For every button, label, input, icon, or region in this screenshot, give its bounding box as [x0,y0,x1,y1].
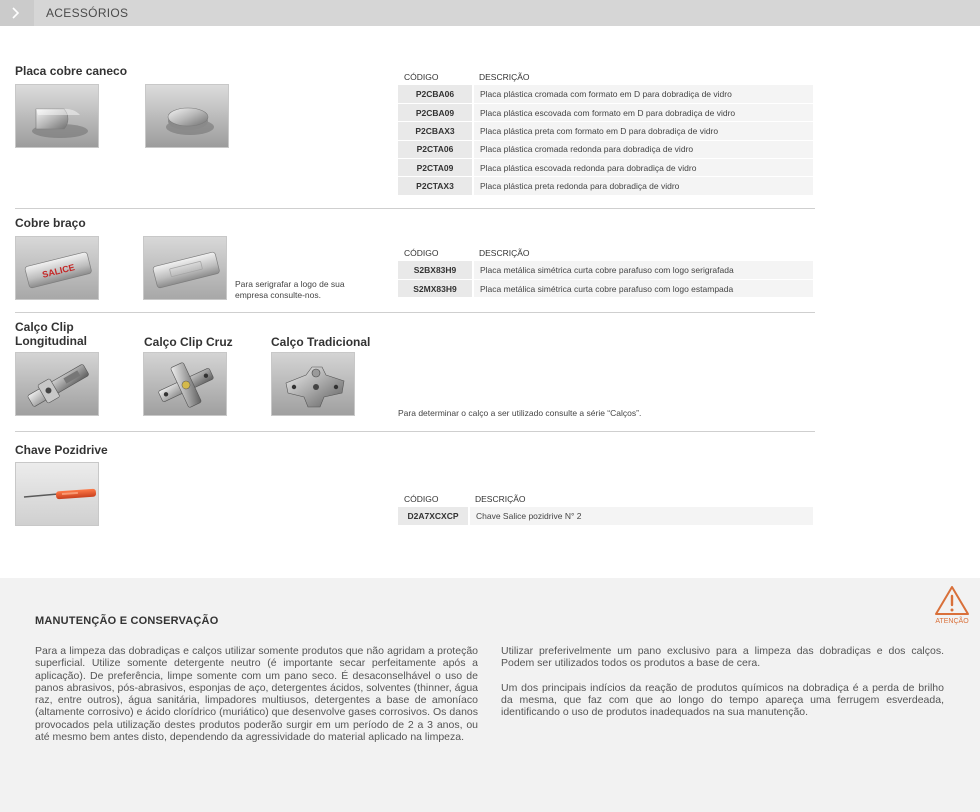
product-description: Placa metálica simétrica curta cobre parafuso com logo estampada [473,279,813,297]
product-code: P2CTA09 [398,159,473,177]
product-image-braco-serigrafada [15,236,99,300]
maintenance-paragraph: Um dos principais indícios da reação de produtos químicos na dobradiça é a perda de brilho da mesma, que faz com que ao longo do tempo apareça uma ferrugem esverdeada, identificando o uso de produtos inadequados na sua manutenção. [501,681,944,719]
salice-logo-text: SALICE [41,262,76,280]
chevron-right-icon [11,7,21,19]
product-description: Placa plástica escovada redonda para dobradiça de vidro [473,159,813,177]
product-image-chave [15,462,99,526]
column-header-codigo: CÓDIGO [404,248,439,258]
product-code: P2CBAX3 [398,122,473,140]
section-title-placa: Placa cobre caneco [15,64,128,78]
table-row [398,159,813,177]
table-row [398,85,813,103]
page-title: ACESSÓRIOS [46,6,129,20]
attention-label: ATENÇÃO [935,618,969,625]
section-header [0,0,980,26]
maintenance-right-column [501,645,944,718]
table-row [398,140,813,158]
section-divider [15,208,815,209]
table-row [398,279,813,297]
column-header-descricao: DESCRIÇÃO [475,494,526,504]
table-row [398,103,813,121]
section-title-calco-tradicional: Calço Tradicional [271,335,371,349]
product-description: Placa plástica preta com formato em D para dobradiça de vidro [473,122,813,140]
attention-badge [926,582,978,628]
product-image-placa-d [15,84,99,148]
maintenance-left-column [35,645,478,743]
calco-note: Para determinar o calço a ser utilizado consulte a série “Calços”. [398,408,642,418]
section-title-chave: Chave Pozidrive [15,443,108,457]
product-image-calco-longitudinal [15,352,99,416]
product-description: Placa plástica escovada com formato em D para dobradiça de vidro [473,103,813,121]
section-title-calco-longitudinal: Calço Clip Longitudinal [15,320,87,348]
column-header-codigo: CÓDIGO [404,72,439,82]
product-table-braco [398,245,813,298]
product-description: Placa plástica cromada redonda para dobradiça de vidro [473,140,813,158]
product-image-placa-round [145,84,229,148]
expand-toggle[interactable] [0,0,34,26]
product-description: Placa plástica cromada com formato em D para dobradiça de vidro [473,85,813,103]
product-code: D2A7XCXCP [398,507,469,525]
product-image-calco-cruz [143,352,227,416]
product-code: P2CBA06 [398,85,473,103]
product-code: S2BX83H9 [398,261,473,279]
product-code: P2CBA09 [398,103,473,121]
table-row [398,261,813,279]
maintenance-paragraph: Utilizar preferivelmente um pano exclusivo para a limpeza das dobradiças e dos calços. Podem ser utilizados todos os produtos a base de cera. [501,645,944,670]
product-table-placa [398,69,813,196]
maintenance-panel [0,578,980,812]
section-divider [15,431,815,432]
product-image-calco-tradicional [271,352,355,416]
section-title-calco-cruz: Calço Clip Cruz [144,335,233,349]
product-image-braco-estampada [143,236,227,300]
product-description: Chave Salice pozidrive N° 2 [469,507,813,525]
column-header-descricao: DESCRIÇÃO [479,248,530,258]
product-code: S2MX83H9 [398,279,473,297]
product-code: P2CTAX3 [398,177,473,195]
table-row [398,507,813,525]
product-table-chave [398,491,813,526]
table-row [398,177,813,195]
column-header-codigo: CÓDIGO [404,494,439,504]
product-code: P2CTA06 [398,140,473,158]
section-divider [15,312,815,313]
table-row [398,122,813,140]
warning-icon [926,582,978,618]
serigraphy-note: Para serigrafar a logo de sua empresa consulte-nos. [235,279,345,300]
column-header-descricao: DESCRIÇÃO [479,72,530,82]
maintenance-paragraph: Para a limpeza das dobradiças e calços utilizar somente produtos que não agridam a proteção superficial. Utilize somente detergente neutro (é importante secar perfeitamente após a aplicação). De preferência, limpe somente com um pano seco. É desaconselhável o uso de panos abrasivos, pós-abrasivos, esponjas de aço, detergentes ácidos, solventes (thinner, água raz, entre outros), água sanitária, limpadores multiusos, detergentes a base de amoníaco (altamente corrosivo) e ácido clorídrico (muriático) que desenvolve gases corrosivos. Os danos provocados pela utilização destes produtos poderão surgir em um período de 2 a 3 anos, ou até mesmo bem antes disto, dependendo da agressividade do material aplicado na limpeza. [35,645,478,744]
maintenance-title: MANUTENÇÃO E CONSERVAÇÃO [35,615,219,627]
section-title-braco: Cobre braço [15,216,86,230]
product-description: Placa metálica simétrica curta cobre parafuso com logo serigrafada [473,261,813,279]
product-description: Placa plástica preta redonda para dobradiça de vidro [473,177,813,195]
